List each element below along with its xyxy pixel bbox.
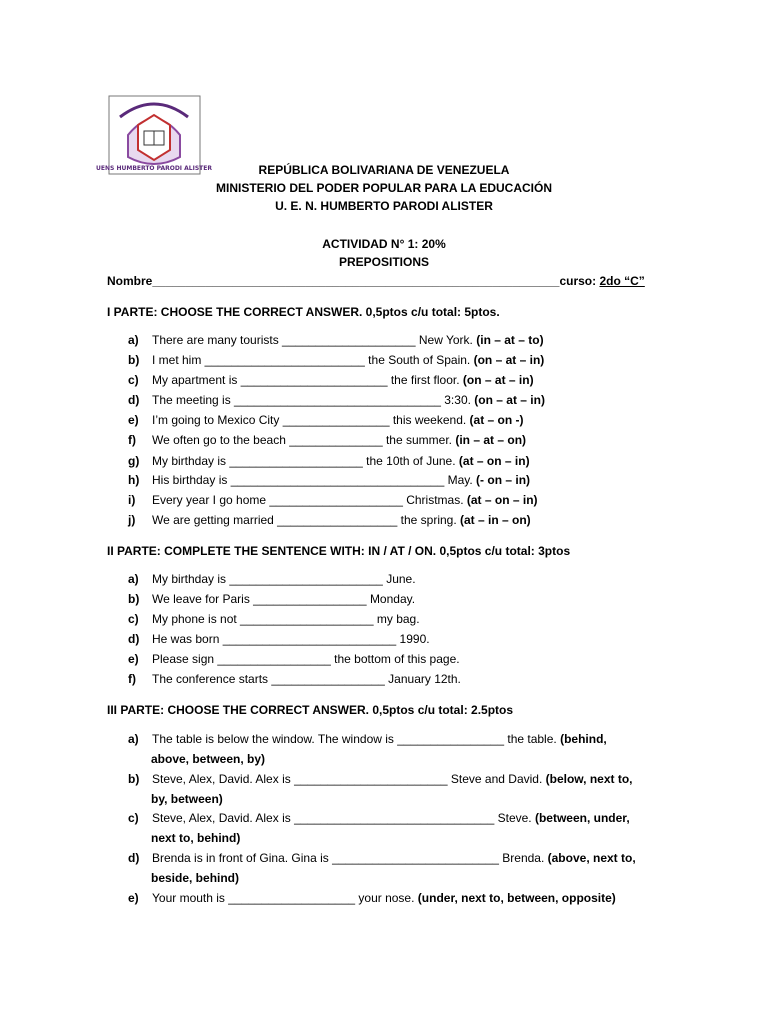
part1-item: e) I’m going to Mexico City ________________ this weekend. (at – on -): [128, 413, 524, 427]
part3-item: e) Your mouth is ___________________ your nose. (under, next to, between, opposite): [128, 891, 616, 905]
header-ministry: MINISTERIO DEL PODER POPULAR PARA LA EDUCACIÓN: [215, 181, 553, 195]
svg-text:UENS HUMBERTO PARODI ALISTER: UENS HUMBERTO PARODI ALISTER: [96, 165, 212, 172]
part1-item: g) My birthday is ____________________ the 10th of June. (at – on – in): [128, 454, 530, 468]
part1-item: h) His birthday is ________________________________ May. (- on – in): [128, 473, 531, 487]
part3-item: c) Steve, Alex, David. Alex is ______________________________ Steve. (between, under,: [128, 811, 630, 825]
part3-item-continuation: above, between, by): [151, 752, 266, 766]
part1-item: d) The meeting is _______________________________ 3:30. (on – at – in): [128, 393, 545, 407]
part2-item: f) The conference starts _________________ January 12th.: [128, 672, 461, 686]
part3-item: a) The table is below the window. The window is ________________ the table. (behind,: [128, 732, 607, 746]
activity-title: ACTIVIDAD N° 1: 20%: [322, 237, 446, 251]
part3-item-continuation: beside, behind): [151, 871, 240, 885]
part1-item: i) Every year I go home ____________________ Christmas. (at – on – in): [128, 493, 538, 507]
part1-title: I PARTE: CHOOSE THE CORRECT ANSWER. 0,5ptos c/u total: 5ptos.: [107, 305, 500, 319]
part2-title: II PARTE: COMPLETE THE SENTENCE WITH: IN / AT / ON. 0,5ptos c/u total: 3ptos: [107, 544, 571, 558]
header-school: U. E. N. HUMBERTO PARODI ALISTER: [275, 199, 493, 213]
part3-item: b) Steve, Alex, David. Alex is _______________________ Steve and David. (below, next to,: [128, 772, 633, 786]
part1-item: a) There are many tourists ____________________ New York. (in – at – to): [128, 333, 544, 347]
name-label: Nombre_____________________________________________________________curso:: [107, 274, 597, 288]
part3-item: d) Brenda is in front of Gina. Gina is _________________________ Brenda. (above, next to,: [128, 851, 636, 865]
topic-title: PREPOSITIONS: [338, 255, 430, 269]
part2-item: d) He was born __________________________ 1990.: [128, 632, 430, 646]
part2-item: c) My phone is not ____________________ my bag.: [128, 612, 420, 626]
part3-item-continuation: by, between): [151, 792, 223, 806]
part2-item: b) We leave for Paris _________________ Monday.: [128, 592, 416, 606]
part2-item: e) Please sign _________________ the bottom of this page.: [128, 652, 460, 666]
part1-item: j) We are getting married __________________ the spring. (at – in – on): [128, 513, 531, 527]
part1-item: b) I met him ________________________ the South of Spain. (on – at – in): [128, 353, 545, 367]
header-republic: REPÚBLICA BOLIVARIANA DE VENEZUELA: [258, 163, 510, 177]
part3-item-continuation: next to, behind): [151, 831, 241, 845]
part2-item: a) My birthday is _______________________ June.: [128, 572, 416, 586]
name-field-line: [107, 274, 645, 288]
part1-item: f) We often go to the beach ______________ the summer. (in – at – on): [128, 433, 527, 447]
part3-title: III PARTE: CHOOSE THE CORRECT ANSWER. 0,5ptos c/u total: 2.5ptos: [107, 703, 514, 717]
curso-value: 2do “C”: [599, 274, 645, 288]
part1-item: c) My apartment is ______________________ the first floor. (on – at – in): [128, 373, 534, 387]
